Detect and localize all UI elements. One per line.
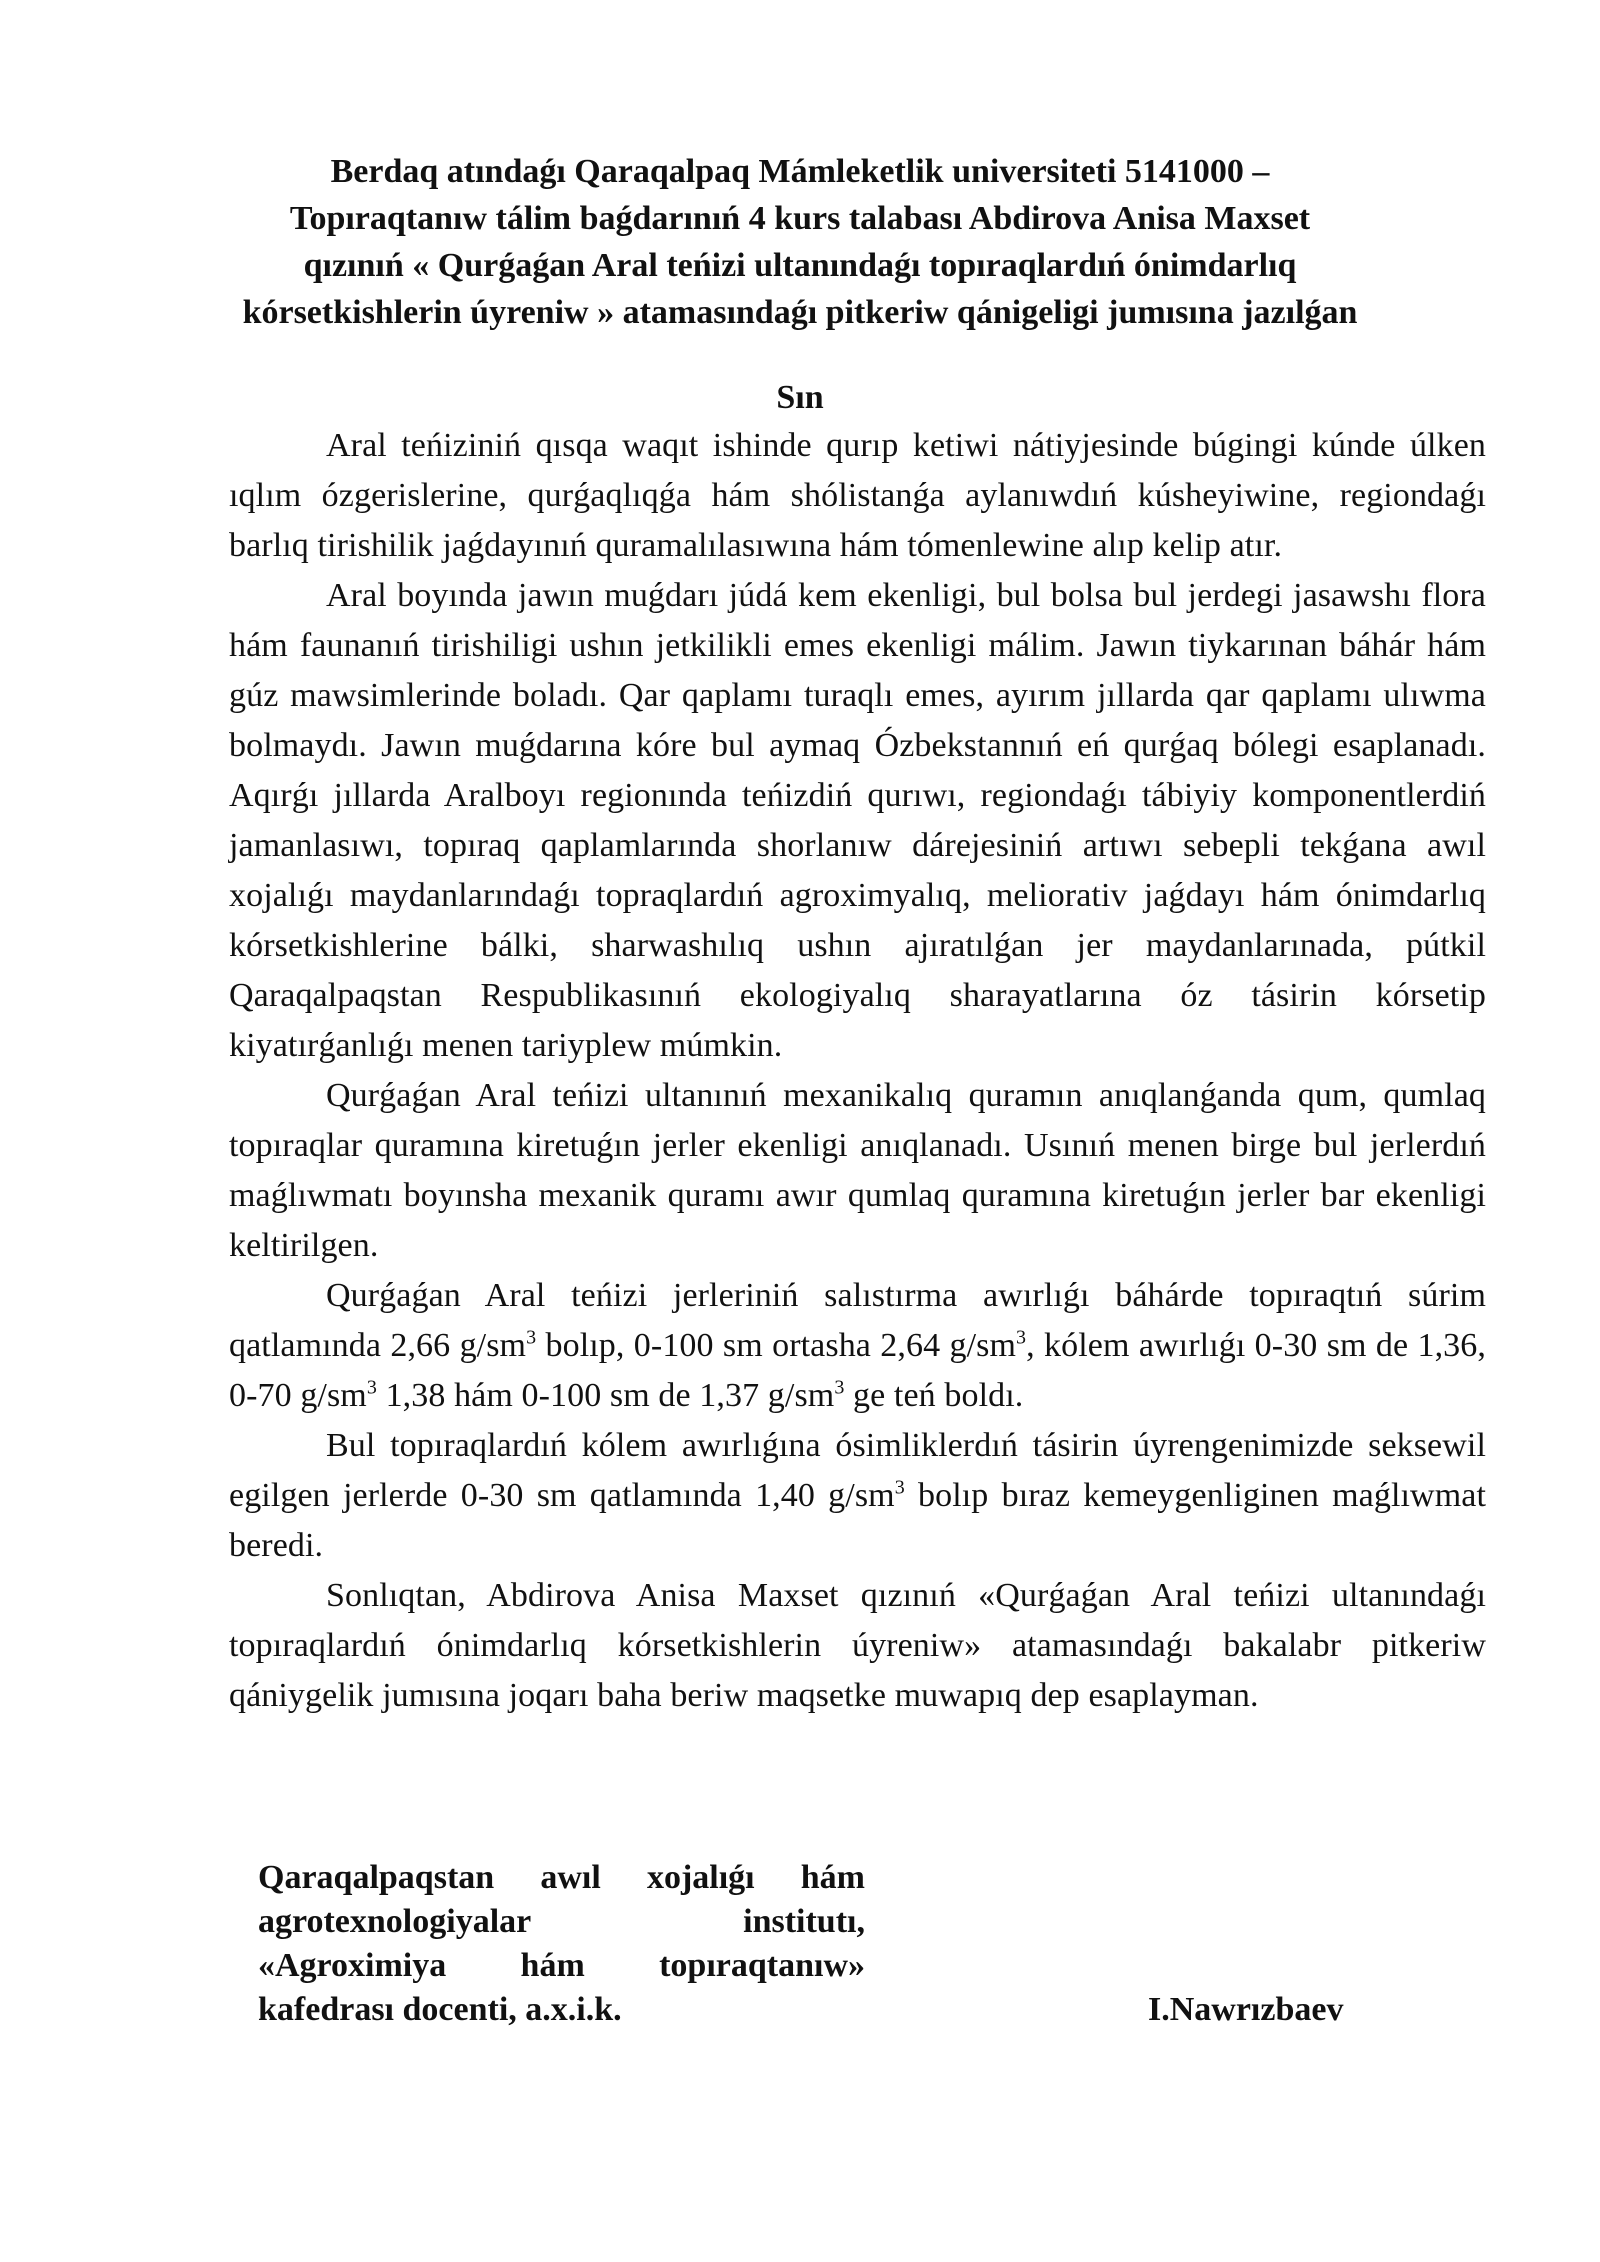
review-title: Sın [776, 379, 824, 416]
paragraph: Qurǵaǵan Aral teńizi ultanınıń mexanikalıq quramın anıqlanǵanda qum, qumlaq topıraqlar quramına kiretuǵın jerler ekenligi anıqlanadı. Usınıń menen birge bul jerlerdıń maǵlıwmatı boyınsha mexanik quramı awır qumlaq quramına kiretuǵın jerler bar ekenligi keltirilgen. [229, 1077, 1486, 1264]
review-body [229, 421, 1486, 1721]
paragraph: Aral boyında jawın muǵdarı júdá kem ekenligi, bul bolsa bul jerdegi jasawshı flora hám faunanıń tirishiligi ushın jetkilikli emes ekenligi málim. Jawın tiykarınan báhár hám gúz mawsimlerinde boladı. Qar qaplamı turaqlı emes, ayırım jıllarda qar qaplamı ulıwma bolmaydı. Jawın muǵdarına kóre bul aymaq Ózbekstannıń eń qurǵaq bólegi esaplanadı. Aqırǵı jıllarda Aralboyı regionında teńizdiń qurıwı, regiondaǵı tábiyiy komponentlerdiń jamanlasıwı, topıraq qaplamlarında shorlanıw dárejesiniń artıwı sebepli tekǵana awıl xojalıǵı maydanlarındaǵı topraqlardıń agroximyalıq, meliorativ jaǵdayı hám ónimdarlıq kórsetkishlerine bálki, sharwashılıq ushın ajıratılǵan jer maydanlarınada, pútkil Qaraqalpaqstan Respublikasınıń ekologiyalıq sharayatlarına óz tásirin kórsetip kiyatırǵanlıǵı menen tariyplew múmkin. [229, 577, 1486, 1064]
heading-line: qızınıń « Qurǵaǵan Aral teńizi ultanındaǵı topıraqlardıń ónimdarlıq [303, 247, 1297, 284]
paragraph-text: 1,38 hám 0-100 sm de 1,37 g/sm [376, 1377, 835, 1414]
heading-line: kórsetkishlerin úyreniw » atamasındaǵı pitkeriw qánigeligi jumısına jazılǵan [242, 294, 1358, 331]
superscript: 3 [1016, 1326, 1027, 1349]
superscript: 3 [526, 1326, 537, 1349]
paragraph-text: ge teń boldı. [844, 1377, 1024, 1414]
signatory-affiliation [258, 1856, 865, 2032]
paragraph-text: , kólem awırlıǵı 0-30 sm de 1,36, 0-70 g/sm [229, 1327, 1486, 1414]
paragraph-text: Qurǵaǵan Aral teńizi jerleriniń salıstırma awırlıǵı báhárde topıraqtıń súrim qatlamında 2,66 g/sm [229, 1277, 1486, 1364]
paragraph: Sonlıqtan, Abdirova Anisa Maxset qızınıń «Qurǵaǵan Aral teńizi ultanındaǵı topıraqlardıń ónimdarlıq kórsetkishlerin úyreniw» atamasındaǵı bakalabr pitkeriw qániygelik jumısına joqarı baha beriw maqsetke muwapıq dep esaplayman. [229, 1577, 1486, 1714]
document-heading [200, 148, 1400, 336]
heading-line: Berdaq atındaǵı Qaraqalpaq Mámleketlik universiteti 5141000 – [330, 153, 1270, 190]
signature-line: agrotexnologiyalar institutı, [258, 1903, 865, 1940]
paragraph-text: Bul topıraqlardıń kólem awırlıǵına ósimliklerdıń tásirin úyrengenimizde seksewil egilgen jerlerde 0-30 sm qatlamında 1,40 g/sm [229, 1427, 1486, 1514]
signature-line: kafedrası docenti, a.x.i.k. [258, 1991, 622, 2028]
paragraph [229, 1421, 1486, 1571]
superscript: 3 [834, 1376, 845, 1399]
signatory-name: I.Nawrızbaev [1148, 1991, 1344, 2028]
paragraph: Aral teńiziniń qısqa waqıt ishinde qurıp ketiwi nátiyjesinde búgingi kúnde úlken ıqlım ózgerislerine, qurǵaqlıqǵa hám shólistanǵa aylanıwdıń kúsheyiwine, regiondaǵı barlıq tirishilik jaǵdayınıń quramalılasıwına hám tómenlewine alıp kelip atır. [229, 427, 1486, 564]
heading-line: Topıraqtanıw tálim baǵdarınıń 4 kurs talabası Abdirova Anisa Maxset [289, 200, 1311, 237]
paragraph-text: bolıp bıraz kemeygenliginen maǵlıwmat beredi. [229, 1477, 1486, 1564]
paragraph-text: bolıp, 0-100 sm ortasha 2,64 g/sm [536, 1327, 1017, 1364]
signature-line: Qaraqalpaqstan awıl xojalıǵı hám [258, 1859, 865, 1896]
paragraph [229, 1271, 1486, 1421]
signature-line: «Agroximiya hám topıraqtanıw» [258, 1947, 865, 1984]
superscript: 3 [894, 1476, 905, 1499]
superscript: 3 [366, 1376, 377, 1399]
